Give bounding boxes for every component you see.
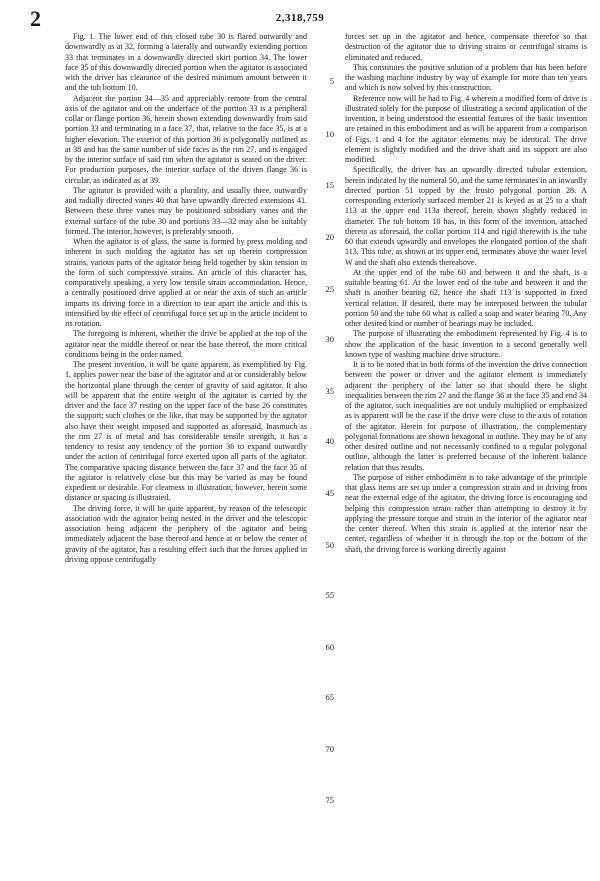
line-number: 40 [325,436,334,446]
paragraph: forces set up in the agitator and hence, compensate therefor so that destruction of the agitator due to driving strains or centrifugal strains is eliminated and reduced. [345,32,587,62]
line-number: 20 [325,232,334,242]
patent-number: 2,318,759 [275,12,325,24]
paragraph: When the agitator is of glass, the same is formed by press molding and inherent in such molding the agitator has set up therein compression strains, various parts of the agitator being held together by skin tension in the form of such compressive strains. An article of this character has, comparatively speaking, a very low tensile strain accommodation. Hence, a centrally positioned drive applied at or near the axis of such an article imparts its driving force in a direction to tear apart the article and this is intensified by the effect of centrifugal force set up in the article incident to its rotation. [65,237,307,328]
paragraph: Adjacent the portion 34—35 and appreciably remote from the central axis of the agitator and on the underface of the portion 33 is a peripheral collar or flange portion 36, herein shown extending downwardly from said portion 33 and terminating in a face 37, that, relative to the face 35, is at a higher elevation. The exterior of this portion 36 is polygonally outlined as at 38 and has the same number of side faces as the rim 27, and is engaged by the interior surface of said rim when the agitator is seated on the driver. For production purposes, the interior surface of the driven flange 36 is circular, as indicated as at 39. [65,93,307,185]
paragraph: The driving force, it will be quite apparent, by reason of the telescopic association with the agitator being nested in the driver and the telescopic association being adjacent the periphery of the agitator and being immediately adjacent the base thereof and hence at or below the center of gravity of the agitator, has a resulting effect such that the forces applied in driving oppose centrifugally [65,503,307,564]
line-number: 70 [325,744,334,754]
left-text-column [65,32,307,565]
line-number: 15 [325,180,334,190]
line-number: 60 [325,642,334,652]
paragraph: Reference now will be had to Fig. 4 wherein a modified form of drive is illustrated solely for the purpose of illustrating a second application of the invention, it being understood the essential features of the basic invention are retained in this embodiment and as will be apparent from a comparison of Figs. 1 and 4 for the agitator elements may be identical. The drive element is slightly modified and the drive shaft and its support are also modified. [345,93,587,164]
paragraph: The agitator is provided with a plurality, and usually three, outwardly and radially directed vanes 40 that have upwardly directed extensions 41. Between these three vanes may be positioned subsidiary vanes and the external surface of the tube 30 and portions 33—32 may also be suitably formed. The interior, however, is preferably smooth. [65,185,307,236]
paragraph: Specifically, the driver has an upwardly directed tubular extension, herein indicated by the numeral 50, and the same terminates in an inwardly directed portion 51 topped by the frusto polygonal portion 28. A corresponding exteriorly surfaced member 21 is keyed as at 25 to a shaft 113 at the upper end 113a thereof, herein shown slightly reduced in diameter. The tub bottom 10 has, in this form of the invention, attached thereto as aforesaid, the collar portion 114 and rigid therewith is the tube 60 that extends upwardly and envelopes the elongated portion of the shaft 113. This tube, as shown at its upper end, terminates above the water level W and the shaft also extends thereabove. [345,165,587,267]
paragraph: The foregoing is inherent, whether the drive be applied at the top of the agitator near the middle thereof or near the base thereof, the more critical conditions being in the order named. [65,329,307,359]
line-number: 75 [325,795,334,805]
line-number: 45 [325,488,334,498]
line-number: 30 [325,334,334,344]
paragraph: The purpose of either embodiment is to take advantage of the principle that glass items are set up under a compression strain and in driving from near the external edge of the agitator, the driving force is encouraging and helping this compression strain rather than attempting to destroy it by applying the pressure torque and strain in the interior of the agitator near the center thereof. When this strain is applied at the interior near the center, regardless of whether it is through the top or the bottom of the shaft, the driving force is working directly against [345,472,587,554]
paragraph: It is to be noted that in both forms of the invention the drive connection between the power or driver and the agitator element is immediately adjacent the periphery of the latter so that should there be slight inequalities between the rim 27 and the flange 36 at the face 35 and end 34 of the agitator, such inequalities are not unduly multiplied or emphasized as is apparent will be the case if the drive were close to the axis of rotation of the agitator. Herein for purpose of illustration, the complementary polygonal formations are shown hexagonal in outline. They may be of any other desired outline and not necessarily confined to a regular polygonal outline, although the latter is preferred because of the inherent balance relation that thus results. [345,360,587,472]
page-number: 2 [30,6,41,31]
line-number-gutter [306,32,336,832]
line-number: 10 [325,129,334,139]
line-number: 35 [325,386,334,396]
line-number: 50 [325,540,334,550]
paragraph: At the upper end of the tube 60 and between it and the shaft, is a suitable bearing 61. At the lower end of the tube and between it and the shaft is another bearing 62, hence the shaft 113 is supported in fixed vertical relation. If desired, there may be interposed between the tubular portion 50 and the tube 60 what is called a soap and water bearing 70. Any other desired kind or number of bearings may be included. [345,267,587,328]
paragraph: The purpose of illustrating the embodiment represented by Fig. 4 is to show the application of the basic invention to a second generally well known type of washing machine drive structure. [345,329,587,359]
line-number: 25 [325,284,334,294]
line-number: 5 [329,76,334,86]
paragraph: The present invention, it will be quite apparent, as exemplified by Fig. 1, applies power near the base of the agitator and at or considerably below the horizontal plane through the center of gravity of said agitator. It also will be apparent that the entire weight of the agitator is carried by the driver and the face 37 resting on the upper face of the base 26 constitutes the support; such clothes or the like, that may be supported by the agitator also have their weight imposed and supported as aforesaid. Inasmuch as the rim 27 is of metal and has considerable tensile strength, it has a tendency to resist any tendency of the portion 36 to expand outwardly under the action of centrifugal force exerted upon all parts of the agitator. The comparative spacing distance between the face 37 and the face 35 of the agitator is relatively close but this may be varied as may be found expedient or desirable. For clearness in illustration, however, herein some distance or spacing is illustrated. [65,360,307,503]
line-number: 65 [325,692,334,702]
line-number: 55 [325,590,334,600]
right-text-column [345,32,587,555]
paragraph: Fig. 1. The lower end of this closed tube 30 is flared outwardly and downwardly as at 32, forming a laterally and outwardly extending portion 33 that terminates in a downwardly directed skirt portion 34. The lower face 35 of this downwardly directed portion when the agitator is associated with the driver has clearance of the desired minimum amount between it and the tub bottom 10. [65,32,307,93]
paragraph: This constitutes the positive solution of a problem that has been before the washing machine industry by way of example for more than ten years and which is now solved by this construction. [345,62,587,93]
